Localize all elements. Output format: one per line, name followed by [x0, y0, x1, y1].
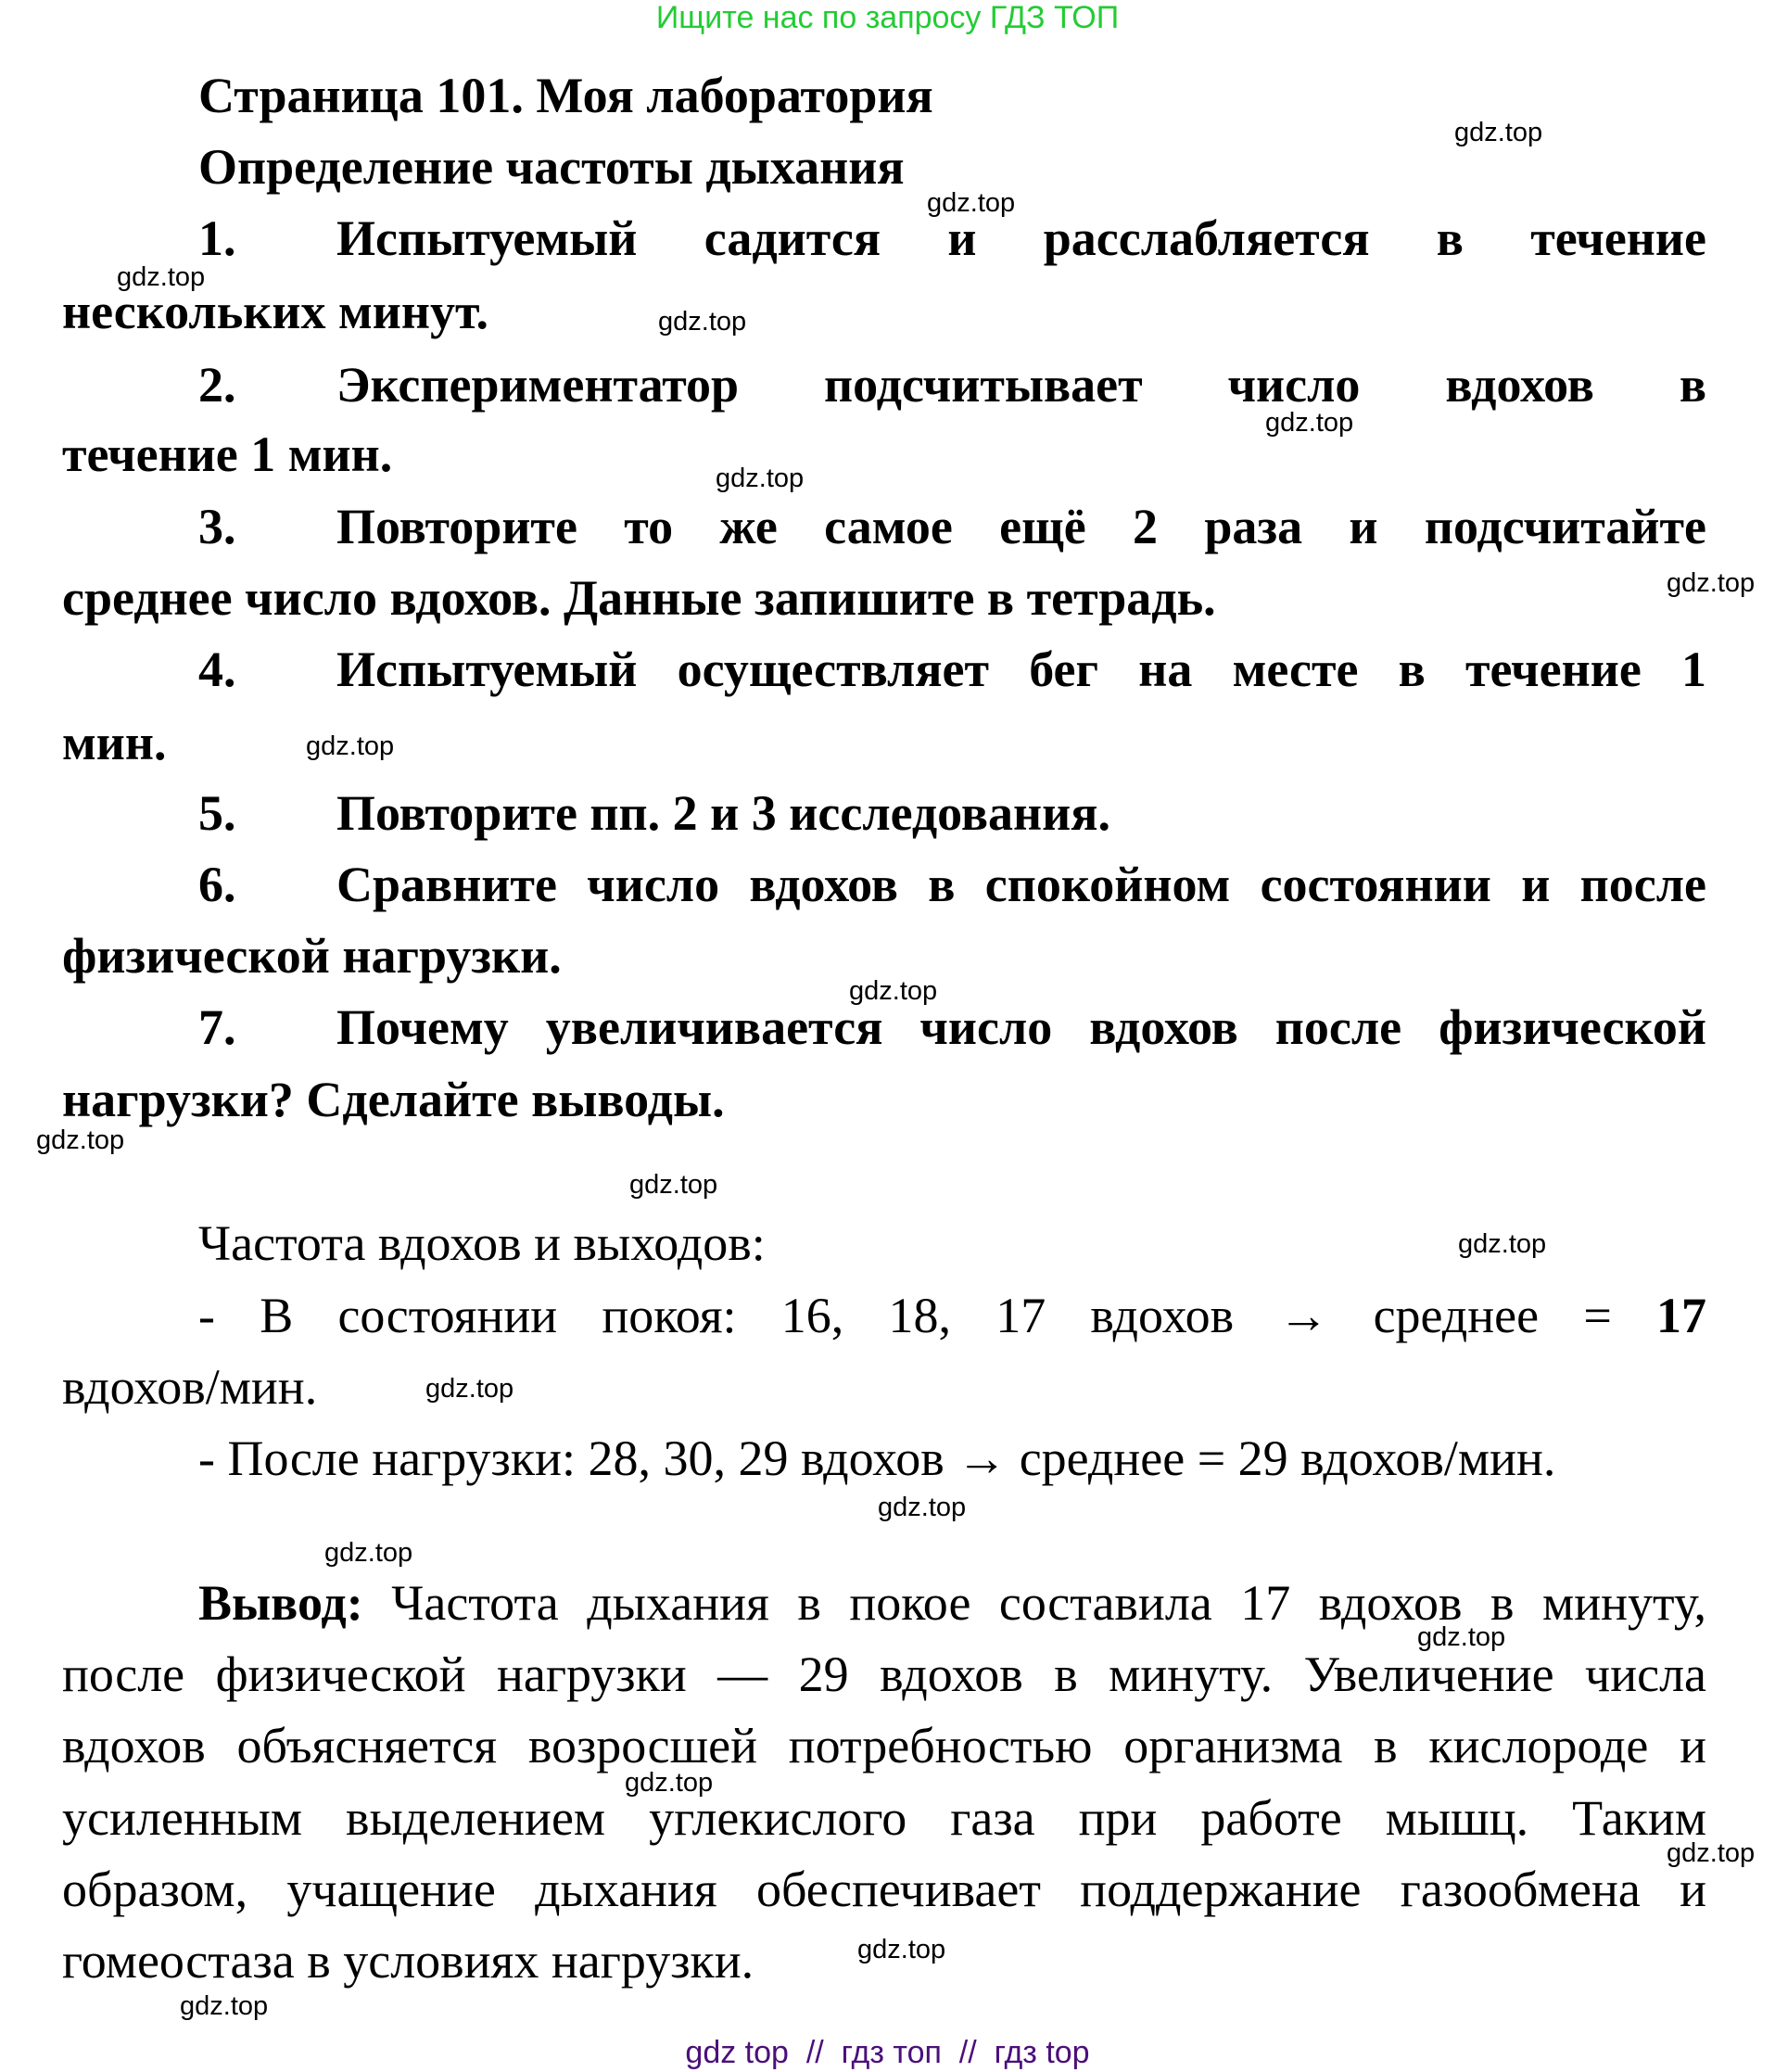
rest-values: - В состоянии покоя: 16, 18, 17 вдохов → среднее = [198, 1288, 1612, 1343]
watermark: gdz.top [180, 1991, 269, 2021]
rest-unit: вдохов/мин. [62, 1359, 318, 1415]
watermark: gdz.top [324, 1538, 413, 1568]
watermark: gdz.top [1667, 568, 1756, 598]
watermark: gdz.top [625, 1768, 714, 1798]
watermark: gdz.top [1454, 118, 1543, 147]
conclusion-line: усиленным выделением углекислого газа при работе мышц. Таким [62, 1790, 1706, 1846]
step-text: Повторите пп. 2 и 3 исследования. [336, 785, 1110, 841]
conclusion-line: образом, учащение дыхания обеспечивает поддержание газообмена и [62, 1862, 1706, 1917]
rest-result [198, 1280, 1706, 1351]
step-number: 5. [198, 785, 236, 841]
watermark: gdz.top [425, 1374, 514, 1404]
step-number: 6. [198, 857, 236, 912]
watermark: gdz.top [306, 731, 395, 761]
step-text: Испытуемый садится и расслабляется в течение [336, 210, 1706, 266]
step-text: Почему увеличивается число вдохов после физической [336, 999, 1706, 1055]
step-number: 1. [198, 210, 236, 266]
conclusion-line: вдохов объясняется возросшей потребностью организма в кислороде и [62, 1718, 1706, 1773]
conclusion-line: гомеостаза в условиях нагрузки. [62, 1933, 754, 1989]
watermark: gdz.top [927, 188, 1016, 218]
search-banner: Ищите нас по запросу ГДЗ ТОП [655, 0, 1120, 35]
conclusion-label: Вывод: [198, 1575, 363, 1631]
watermark: gdz.top [849, 976, 938, 1006]
step-number: 2. [198, 357, 236, 413]
watermark: gdz.top [629, 1170, 718, 1200]
step-text: Повторите то же самое ещё 2 раза и подсчитайте [336, 499, 1706, 554]
page-title: Страница 101. Моя лаборатория [198, 68, 933, 123]
section-title: Определение частоты дыхания [198, 139, 905, 195]
step-text: нескольких минут. [62, 284, 488, 339]
watermark: gdz.top [1417, 1622, 1506, 1652]
step-text: нагрузки? Сделайте выводы. [62, 1072, 725, 1127]
watermark: gdz.top [716, 464, 805, 493]
load-result: - После нагрузки: 28, 30, 29 вдохов → среднее = 29 вдохов/мин. [198, 1430, 1556, 1486]
watermark: gdz.top [36, 1125, 125, 1155]
results-heading: Частота вдохов и выходов: [198, 1215, 766, 1271]
watermark: gdz.top [117, 262, 206, 292]
watermark: gdz.top [1667, 1838, 1756, 1868]
step-text: среднее число вдохов. Данные запишите в тетрадь. [62, 570, 1216, 626]
step-text: течение 1 мин. [62, 426, 393, 482]
step-text: Сравните число вдохов в спокойном состоянии и после [336, 857, 1706, 912]
watermark: gdz.top [857, 1935, 946, 1964]
watermark: gdz.top [658, 307, 747, 337]
rest-average: 17 [1656, 1288, 1706, 1343]
watermark: gdz.top [878, 1493, 967, 1522]
step-text: мин. [62, 715, 167, 770]
step-number: 7. [198, 999, 236, 1055]
watermark: gdz.top [1265, 408, 1354, 438]
step-number: 3. [198, 499, 236, 554]
footer-links: gdz top // гдз топ // гдз top [685, 2035, 1090, 2070]
step-number: 4. [198, 642, 236, 697]
step-text: физической нагрузки. [62, 928, 562, 984]
step-text: Испытуемый осуществляет бег на месте в течение 1 [336, 642, 1706, 697]
conclusion-text: Частота дыхания в покое составила 17 вдохов в минуту, [391, 1575, 1706, 1631]
conclusion-line: после физической нагрузки — 29 вдохов в минуту. Увеличение числа [62, 1646, 1706, 1702]
step-text: Экспериментатор подсчитывает число вдохов в [336, 357, 1706, 413]
watermark: gdz.top [1458, 1229, 1547, 1259]
